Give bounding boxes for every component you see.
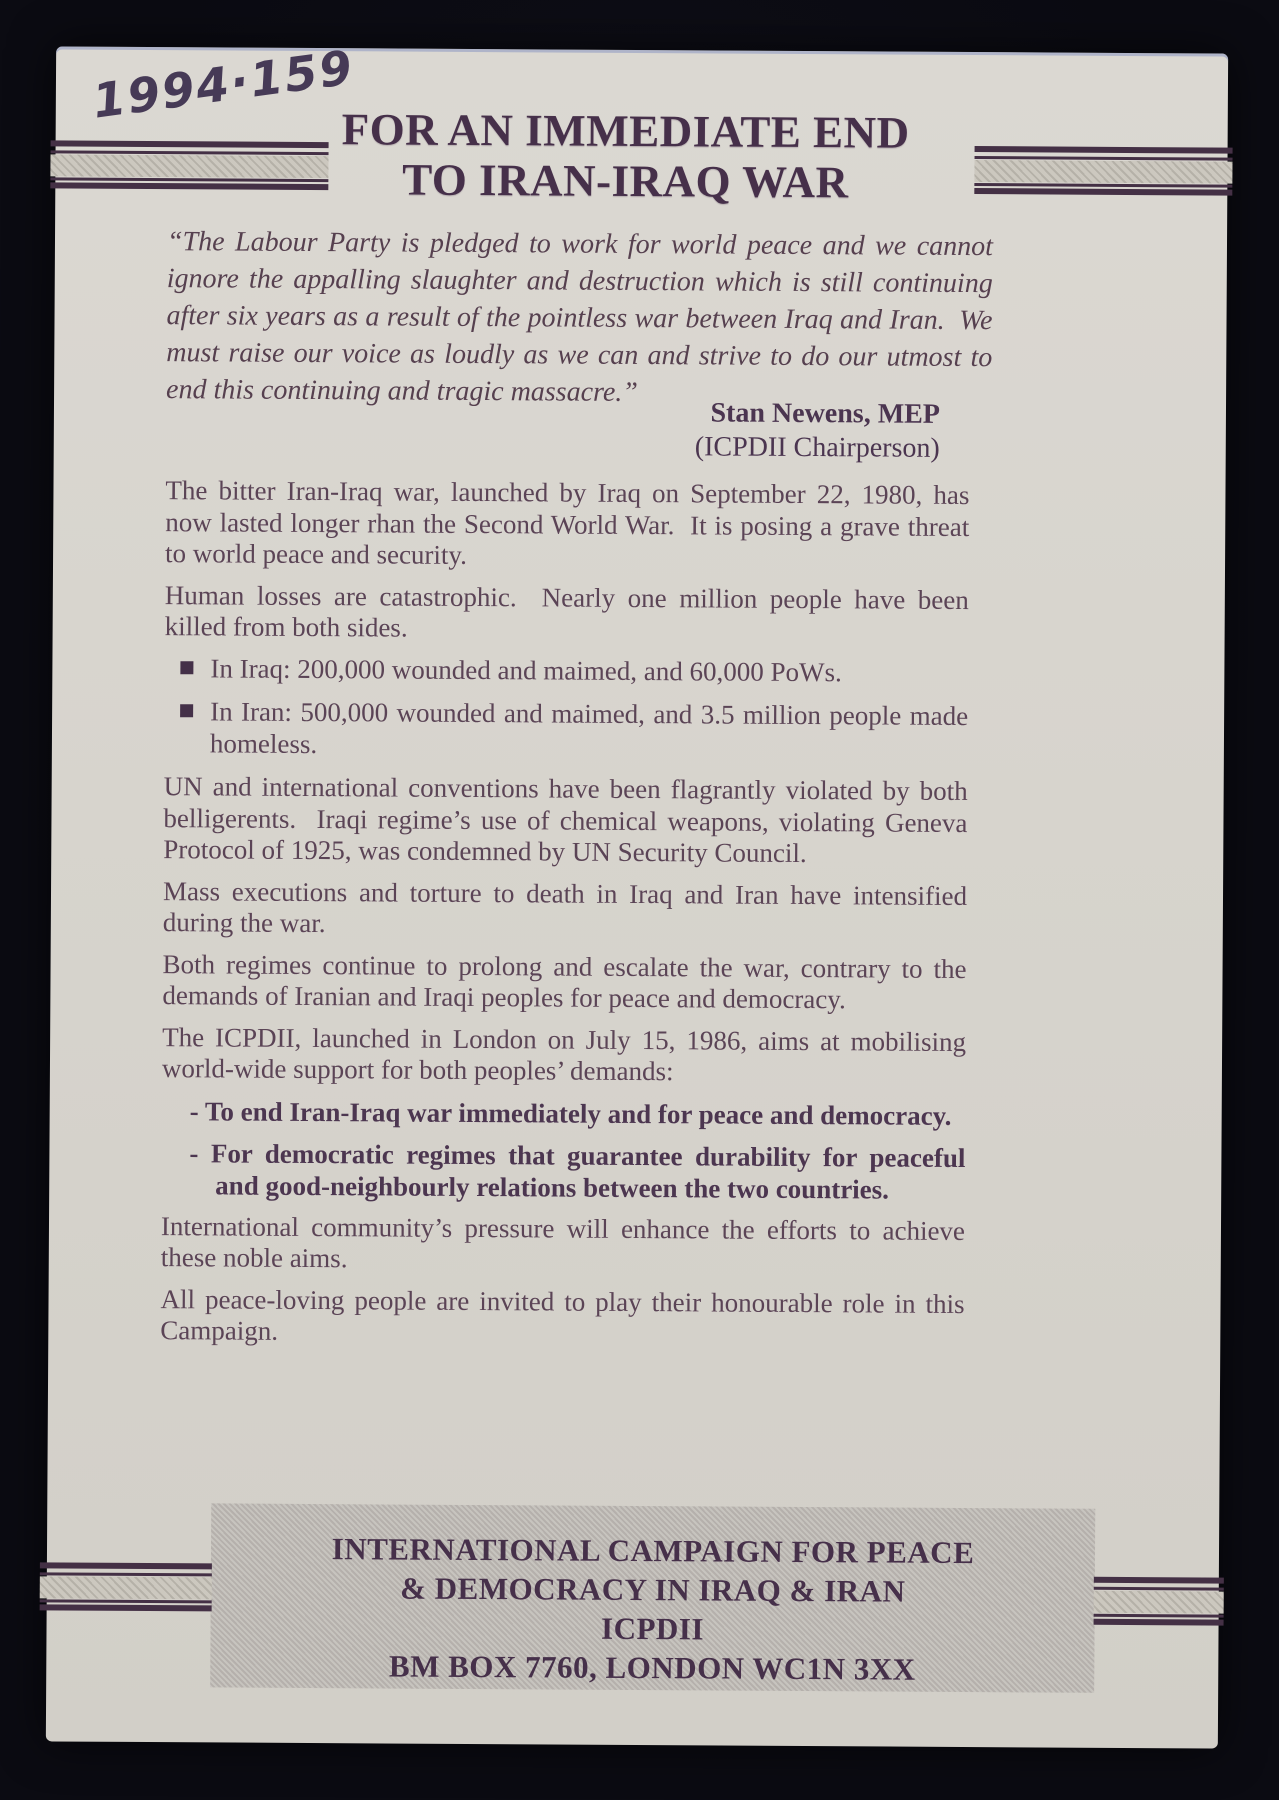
page-title (305, 104, 946, 208)
paragraph-invitation: All peace-loving people are invited to play their honourable role in this Campaign. (160, 1283, 972, 1346)
decorative-rule-top-left (50, 140, 328, 190)
campaign-acronym: ICPDII (600, 1610, 705, 1647)
leaflet (46, 40, 1228, 1748)
archival-number: 1994·159 (89, 40, 358, 130)
paragraph-human-losses: Human losses are catastrophic. Nearly one million people have been killed from both sides. (164, 579, 976, 643)
losses-list (164, 652, 975, 764)
paragraph-international-pressure: International community’s pressure will enhance the efforts to achieve these noble aims. (160, 1210, 972, 1274)
decorative-rule-bottom-right (1094, 1577, 1224, 1626)
demand-end-war: - To end Iran-Iraq war immediately and for peace and democracy. (189, 1095, 952, 1131)
campaign-address-box (210, 1503, 1095, 1692)
paragraph-war-launched: The bitter Iran-Iraq war, launched by Iraq on September 22, 1980, has now lasted longer rhan the Second World War. It is posing a grave threat to world peace and security. (165, 475, 977, 570)
paragraph-mass-executions: Mass executions and torture to death in Iraq and Iran have intensified during the war. (162, 875, 974, 939)
campaign-name-line-2: & DEMOCRACY IN IRAQ & IRAN (400, 1570, 906, 1609)
campaign-address: BM BOX 7760, LONDON WC1N 3XX (388, 1648, 916, 1687)
body-copy (160, 475, 977, 1361)
list-item-iran-losses: In Iran: 500,000 wounded and maimed, and 3.5 million people made homeless. (164, 696, 968, 764)
paragraph-both-regimes: Both regimes continue to prolong and escalate the war, contrary to the demands of Iranian and Iraqi peoples for peace and democracy. (162, 948, 974, 1015)
list-item-iraq-losses: In Iraq: 200,000 wounded and maimed, and 60,000 PoWs. (164, 653, 968, 689)
campaign-name-line-1: INTERNATIONAL CAMPAIGN FOR PEACE (331, 1531, 975, 1571)
demand-democratic-regimes: - For democratic regimes that guarantee durability for peaceful and good-neighbourly relations between the two countries. (189, 1137, 973, 1205)
quote-attribution (695, 396, 940, 465)
quote-attribution-name: Stan Newens, MEP (710, 397, 941, 430)
paragraph-un-conventions: UN and international conventions have been flagrantly violated by both belligerents. Iraqi regime’s use of chemical weapons, violating Geneva Protocol of 1925, was condemned by UN Security Council. (163, 771, 975, 869)
paragraph-icpdii-launch: The ICPDII, launched in London on July 15, 1986, aims at mobilising world-wide support for both peoples’ demands: (161, 1021, 973, 1087)
page-title-line-1: FOR AN IMMEDIATE END (341, 104, 910, 158)
page-title-line-2: TO IRAN-IRAQ WAR (402, 154, 849, 208)
decorative-rule-top-right (974, 146, 1232, 196)
quote-attribution-role: (ICPDII Chairperson) (694, 431, 940, 464)
decorative-rule-bottom-left (40, 1562, 212, 1611)
opening-quote: “The Labour Party is pledged to work for world peace and we cannot ignore the appalling slaughter and destruction which is still continuing after six years as a result of the pointless war between Iraq and Iran. We must raise our voice as loudly as we can and strive to do our utmost to end this continuing and tragic massacre.” (165, 226, 1001, 408)
